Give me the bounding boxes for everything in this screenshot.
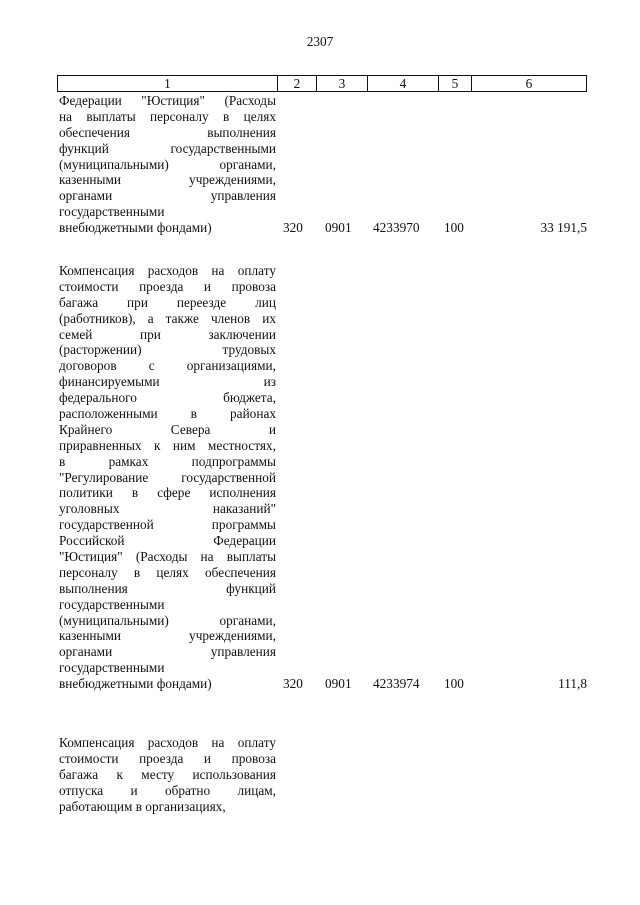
row-description-line: органами управления — [59, 188, 276, 204]
header-col-2: 2 — [277, 76, 316, 91]
row-description-line: государственной программы — [59, 517, 276, 533]
row-description-line: Компенсация расходов на оплату — [59, 735, 276, 750]
header-col-6: 6 — [471, 76, 586, 91]
row-description-line: в рамках подпрограммы — [59, 453, 276, 469]
row-values — [59, 676, 589, 692]
row-description-line: Компенсация расходов на оплату — [59, 263, 276, 278]
row-description — [59, 735, 276, 814]
row-description-line: обеспечения выполнения — [59, 124, 276, 140]
row-section: 320 — [283, 220, 303, 236]
row-description-line: (работников), а также членов их — [59, 310, 276, 326]
table-row — [59, 263, 589, 692]
row-description-line: расположенными в районах — [59, 406, 276, 422]
row-description-line: функций государственными — [59, 140, 276, 156]
table-row — [59, 735, 589, 814]
row-description-line: органами управления — [59, 644, 276, 660]
row-description-line: государственными — [59, 660, 165, 676]
row-description-line: уголовных наказаний" — [59, 501, 276, 517]
row-description-line: государственными — [59, 596, 165, 612]
row-description-line: стоимости проезда и провоза — [59, 278, 276, 294]
row-description-line: на выплаты персоналу в целях — [59, 108, 276, 124]
row-amount: 111,8 — [558, 676, 587, 692]
row-description-line: договоров с организациями, — [59, 358, 276, 374]
row-description-line: казенными учреждениями, — [59, 172, 276, 188]
row-description-line: "Юстиция" (Расходы на выплаты — [59, 549, 276, 565]
row-description-line: "Регулирование государственной — [59, 469, 276, 485]
row-description-line: выполнения функций — [59, 580, 276, 596]
row-subsection: 0901 — [325, 220, 352, 236]
page-number: 2307 — [306, 34, 334, 49]
row-description-line: семей при заключении — [59, 326, 276, 342]
row-description-line: работающим в организациях, — [59, 798, 226, 814]
row-description-line: внебюджетными фондами) — [59, 220, 212, 236]
row-values — [59, 220, 589, 236]
row-description-line: (муниципальными) органами, — [59, 156, 276, 172]
row-target-code: 4233974 — [373, 676, 420, 692]
table-row — [59, 93, 589, 236]
row-description-line: Федерации "Юстиция" (Расходы — [59, 93, 276, 108]
header-col-4: 4 — [367, 76, 438, 91]
row-amount: 33 191,5 — [540, 220, 587, 236]
row-description-line: стоимости проезда и провоза — [59, 750, 276, 766]
row-description-line: приравненных к ним местностях, — [59, 437, 276, 453]
row-expense-type: 100 — [444, 676, 464, 692]
row-description-line: отпуска и обратно лицам, — [59, 782, 276, 798]
row-description-line: Крайнего Севера и — [59, 421, 276, 437]
row-target-code: 4233970 — [373, 220, 420, 236]
header-col-5: 5 — [438, 76, 471, 91]
row-description-line: (расторжении) трудовых — [59, 342, 276, 358]
row-description — [59, 263, 276, 692]
row-description-line: федерального бюджета, — [59, 390, 276, 406]
row-description-line: багажа к месту использования — [59, 766, 276, 782]
row-description-line: казенными учреждениями, — [59, 628, 276, 644]
row-description-line: финансируемыми из — [59, 374, 276, 390]
row-description-line: государственными — [59, 204, 165, 220]
row-section: 320 — [283, 676, 303, 692]
header-col-1: 1 — [164, 76, 171, 91]
row-subsection: 0901 — [325, 676, 352, 692]
row-description — [59, 93, 276, 236]
row-description-line: Российской Федерации — [59, 533, 276, 549]
row-expense-type: 100 — [444, 220, 464, 236]
table-header-row — [57, 75, 587, 92]
row-description-line: (муниципальными) органами, — [59, 612, 276, 628]
row-description-line: политики в сфере исполнения — [59, 485, 276, 501]
row-description-line: багажа при переезде лиц — [59, 294, 276, 310]
row-description-line: персоналу в целях обеспечения — [59, 564, 276, 580]
header-col-3: 3 — [316, 76, 367, 91]
row-description-line: внебюджетными фондами) — [59, 676, 212, 692]
